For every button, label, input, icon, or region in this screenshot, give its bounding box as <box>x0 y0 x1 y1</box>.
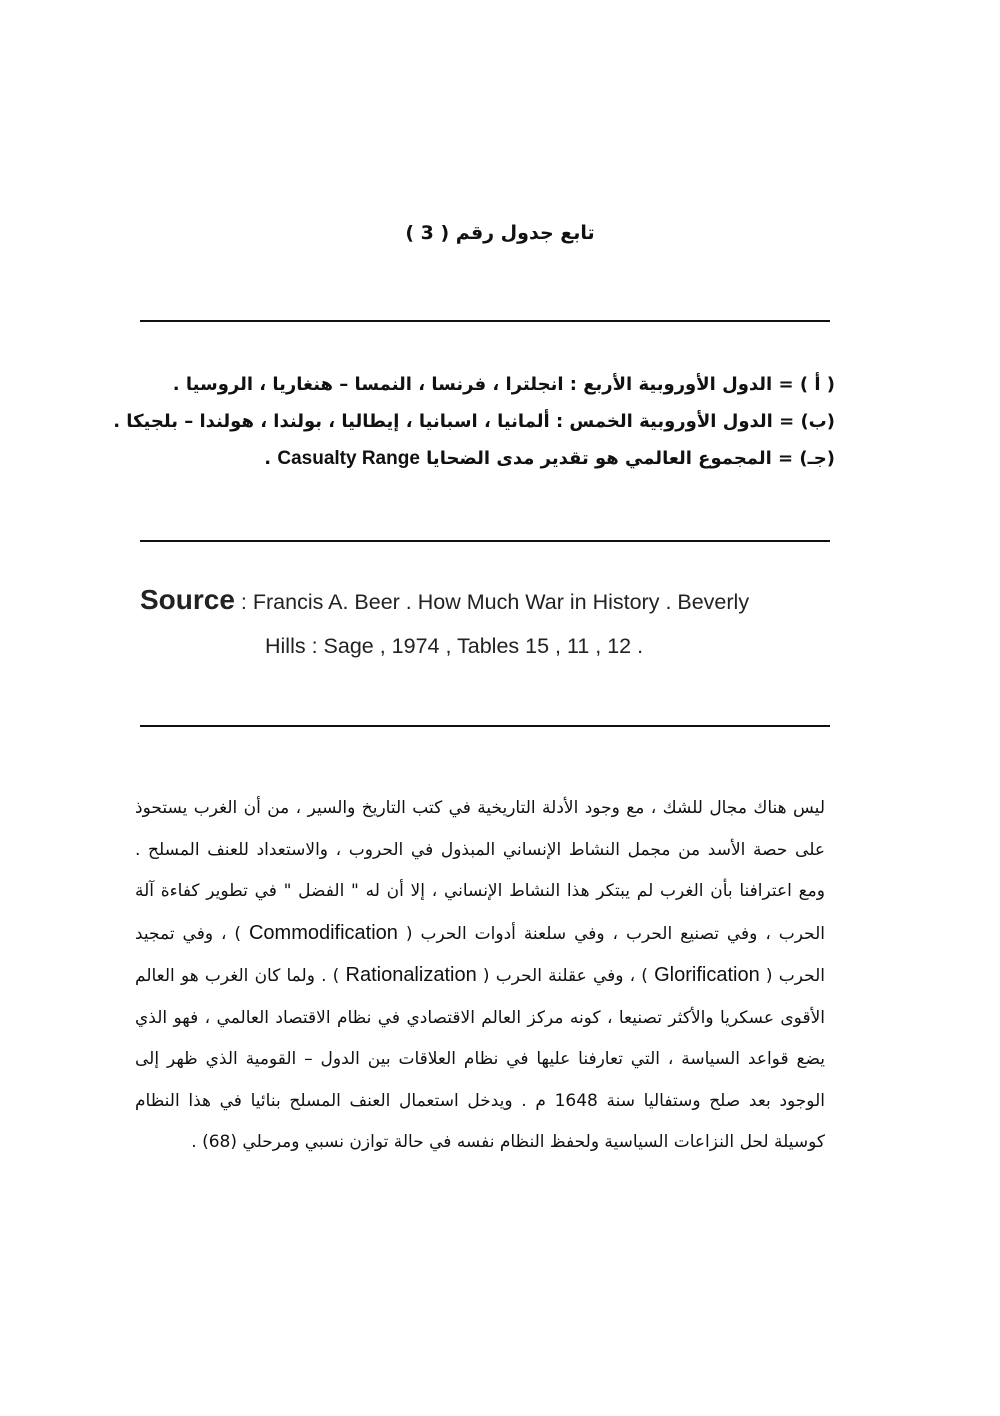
source-line-2: Hills : Sage , 1974 , Tables 15 , 11 , 12 . <box>265 634 644 658</box>
body-paragraph <box>135 788 825 1164</box>
term-commodification: Commodification <box>248 921 398 944</box>
note-c-term: Casualty Range <box>277 448 420 469</box>
source-citation <box>140 578 840 668</box>
table-notes <box>113 366 835 477</box>
divider-bottom <box>140 725 830 727</box>
term-rationalization: Rationalization <box>345 964 477 986</box>
note-c <box>140 440 835 477</box>
table-continuation-title: تابع جدول رقم ( 3 ) <box>405 222 595 244</box>
source-text-1: : Francis A. Beer . How Much War in History . Beverly <box>234 590 750 614</box>
note-a: ( أ ) = الدول الأوروبية الأربع : انجلترا ، فرنسا ، النمسا – هنغاريا ، الروسيا . <box>172 374 835 395</box>
divider-top <box>140 320 830 322</box>
source-line-1 <box>140 578 840 624</box>
body-text-2: ) ، وفي تمجيد الحرب ( <box>135 923 825 986</box>
body-text-1: ليس هناك مجال للشك ، مع وجود الأدلة التاريخية في كتب التاريخ والسير ، من أن الغرب يستحوذ على حصة الأسد من مجمل النشاط الإنساني المبذول في الحروب ، والاستعداد للعنف المسلح . ومع اعترافنا بأن الغرب لم يبتكر هذا النشاط الإنساني ، إلا أن له " الفضل " في تطوير كفاءة آلة الحرب ، وفي تصنيع الحرب ، وفي سلعنة أدوات الحرب ( <box>135 798 826 944</box>
note-c-end: . <box>264 448 278 469</box>
source-label: Source <box>140 584 235 615</box>
body-text-4: ) . ولما كان الغرب هو العالم الأقوى عسكريا والأكثر تصنيعا ، كونه مركز العالم الاقتصادي في نظام الاقتصاد العالمي ، فهو الذي يضع قواعد السياسة ، التي تعارفنا عليها في نظام العلاقات بين الدول – القومية الذي ظهر إلى الوجود بعد صلح وستفاليا سنة 1648 م . ويدخل استعمال العنف المسلح بنائيا في هذا النظام كوسيلة لحل النزاعات السياسية ولحفظ النظام نفسه في حالة توازن نسبي ومرحلي (68) . <box>135 966 825 1152</box>
note-c-text: (جـ) = المجموع العالمي هو تقدير مدى الضحايا <box>419 448 835 469</box>
note-b: (ب) = الدول الأوروبية الخمس : ألمانيا ، اسبانيا ، إيطاليا ، بولندا ، هولندا – بلجيكا . <box>113 411 835 432</box>
term-glorification: Glorification <box>654 964 760 986</box>
body-text-3: ) ، وفي عقلنة الحرب ( <box>476 966 655 986</box>
divider-middle <box>140 540 830 542</box>
